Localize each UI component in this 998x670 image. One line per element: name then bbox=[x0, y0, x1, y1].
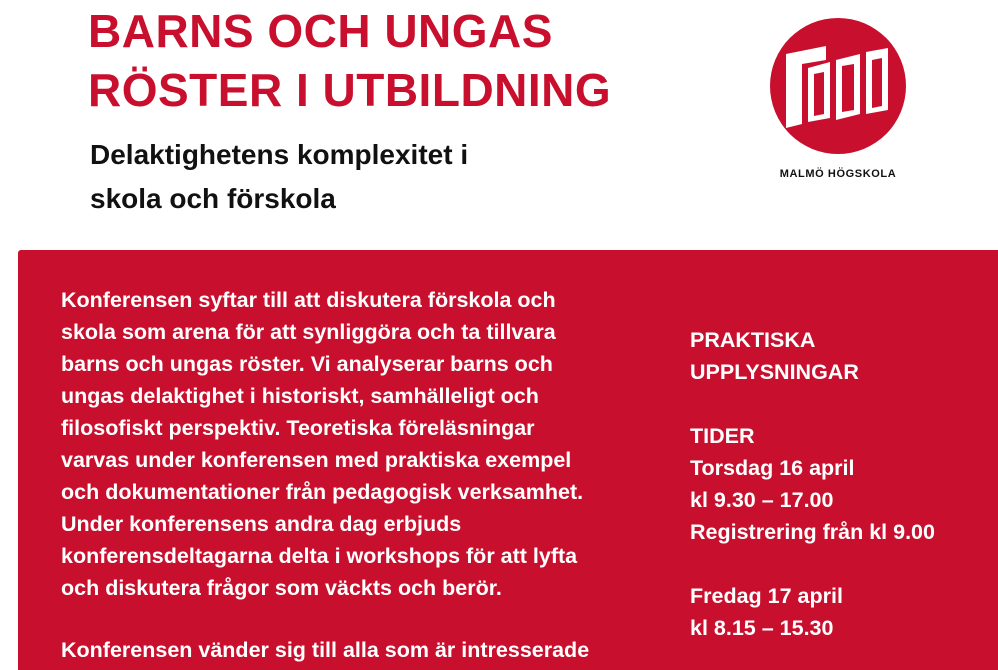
logo-text: MALMÖ HÖGSKOLA bbox=[779, 168, 897, 180]
text-line: ungas delaktighet i historiskt, samhälleligt och bbox=[61, 384, 539, 408]
text-line: skola som arena för att synliggöra och ta tillvara bbox=[61, 320, 556, 344]
page-subtitle bbox=[90, 133, 468, 221]
title-line-2: RÖSTER I UTBILDNING bbox=[88, 64, 612, 116]
subtitle-line-2: skola och förskola bbox=[90, 183, 336, 214]
conference-description bbox=[61, 284, 661, 666]
text-line: konferensdeltagarna delta i workshops för att lyfta bbox=[61, 544, 578, 568]
description-paragraph-1 bbox=[61, 284, 661, 604]
page-title bbox=[88, 2, 611, 120]
text-line: barns och ungas röster. Vi analyserar barns och bbox=[61, 352, 553, 376]
day1-registration: Registrering från kl 9.00 bbox=[690, 520, 935, 544]
text-line: Konferensen syftar till att diskutera förskola och bbox=[61, 288, 556, 312]
day2-date: Fredag 17 april bbox=[690, 584, 843, 608]
text-line: filosofiskt perspektiv. Teoretiska föreläsningar bbox=[61, 416, 535, 440]
spacer bbox=[690, 388, 990, 420]
text-line: och dokumentationer från pedagogisk verksamhet. bbox=[61, 480, 584, 504]
content-panel bbox=[18, 250, 998, 670]
text-line: och diskutera frågor som väckts och berör. bbox=[61, 576, 502, 600]
malmo-hogskola-logo bbox=[768, 16, 908, 186]
subtitle-line-1: Delaktighetens komplexitet i bbox=[90, 139, 469, 170]
heading-line-2: UPPLYSNINGAR bbox=[690, 360, 859, 384]
text-line: varvas under konferensen med praktiska exempel bbox=[61, 448, 572, 472]
day1-date: Torsdag 16 april bbox=[690, 456, 855, 480]
text-line: Under konferensens andra dag erbjuds bbox=[61, 512, 462, 536]
title-line-1: BARNS OCH UNGAS bbox=[88, 5, 553, 57]
description-paragraph-2 bbox=[61, 634, 661, 666]
day1-time: kl 9.30 – 17.00 bbox=[690, 488, 834, 512]
heading-line-1: PRAKTISKA bbox=[690, 328, 816, 352]
times-heading: TIDER bbox=[690, 424, 755, 448]
university-emblem-icon bbox=[768, 16, 908, 156]
text-line: Konferensen vänder sig till alla som är intresserade bbox=[61, 638, 590, 662]
spacer bbox=[690, 548, 990, 580]
header bbox=[0, 0, 998, 250]
practical-info-heading bbox=[690, 324, 990, 388]
day2-time: kl 8.15 – 15.30 bbox=[690, 616, 834, 640]
practical-info bbox=[690, 324, 990, 644]
